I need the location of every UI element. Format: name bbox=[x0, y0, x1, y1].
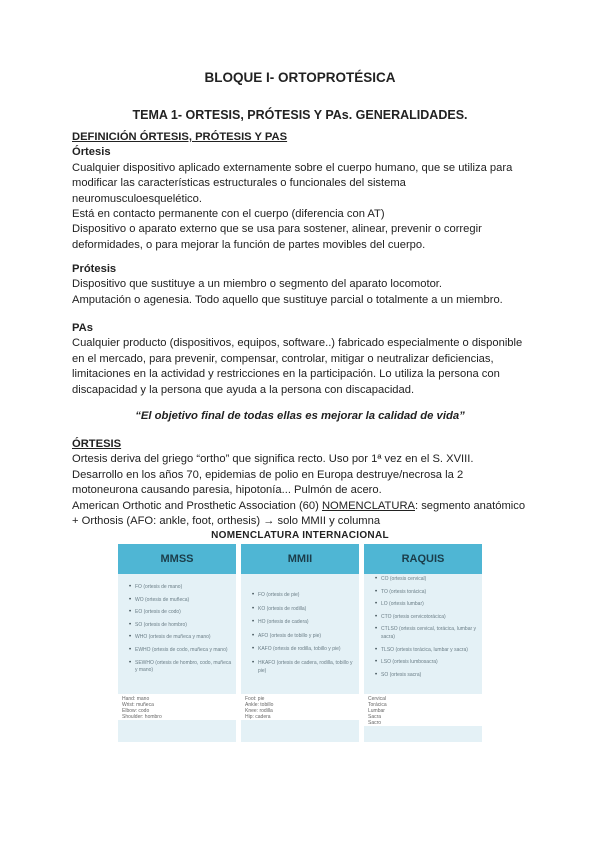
legend-line: Lumbar bbox=[368, 708, 385, 714]
mmss-legend bbox=[118, 694, 236, 720]
objective-quote: “El objetivo final de todas ellas es mejorar la calidad de vida” bbox=[135, 410, 465, 422]
protesis-section bbox=[72, 262, 532, 308]
list-item: • TO (ortesis torácica) bbox=[376, 589, 478, 597]
ortesis-text-line: Ortesis deriva del griego “ortho” que significa recto. Uso por 1ª vez en el S. XVIII. bbox=[72, 453, 474, 466]
mmii-legend bbox=[241, 694, 359, 720]
legend-line: Knee: rodilla bbox=[245, 708, 273, 714]
ortesis-line: Está en contacto permanente con el cuerpo (diferencia con AT) bbox=[72, 208, 385, 221]
list-item: • CTO (ortesis cervicotorácica) bbox=[376, 614, 478, 622]
mmss-header: MMSS bbox=[118, 544, 236, 574]
ortesis-line: Dispositivo o aparato externo que se usa para sostener, alinear, prevenir o corregir bbox=[72, 223, 482, 236]
legend-line: Wrist: muñeca bbox=[122, 702, 154, 708]
list-item: • EWHO (ortesis de codo, muñeca y mano) bbox=[130, 647, 232, 655]
topic-title: TEMA 1- ORTESIS, PRÓTESIS Y PAs. GENERALIDADES. bbox=[132, 108, 468, 122]
ortesis-section bbox=[72, 437, 532, 529]
protesis-subtitle: Prótesis bbox=[72, 263, 117, 275]
nomenclatura-term: NOMENCLATURA bbox=[321, 499, 415, 512]
block-title: BLOQUE I- ORTOPROTÉSICA bbox=[204, 70, 396, 85]
list-item: • WHO (ortesis de muñeca y mano) bbox=[130, 634, 232, 642]
legend-line: Torácica bbox=[368, 702, 387, 708]
list-item: • KAFO (ortesis de rodilla, tobillo y pie) bbox=[253, 646, 355, 654]
list-item: • WO (ortesis de muñeca) bbox=[130, 597, 232, 605]
legend-line: Ankle: tobillo bbox=[245, 702, 274, 708]
mmss-list bbox=[118, 584, 236, 675]
pas-line: Cualquier producto (dispositivos, equipos, software..) fabricado especialmente o disponible bbox=[72, 337, 523, 350]
list-item: • AFO (ortesis de tobillo y pie) bbox=[253, 633, 355, 641]
raquis-legend bbox=[364, 694, 482, 726]
legend-line: Sacra bbox=[368, 714, 382, 720]
list-item: • SO (ortesis de hombro) bbox=[130, 622, 232, 630]
ortesis-text-line bbox=[72, 499, 532, 514]
mmss-column bbox=[118, 544, 236, 742]
ortesis-line: modificar las características estructurales o funcionales del sistema bbox=[72, 177, 406, 190]
list-item: • EO (ortesis de codo) bbox=[130, 609, 232, 617]
legend-line: Cervical bbox=[368, 696, 387, 702]
list-item: • FO (ortesis de pie) bbox=[253, 592, 355, 600]
pas-line: en el mercado, para prevenir, compensar, controlar, mitigar o neutralizar deficiencias, bbox=[72, 352, 494, 365]
ortesis-text-line: Desarrollo en los años 70, epidemias de polio en Europa destruye/necrosa la 2 bbox=[72, 468, 464, 481]
legend-line: Elbow: codo bbox=[122, 708, 150, 714]
pas-line: limitaciones en la actividad y restricciones en la participación. Lo utiliza la persona con bbox=[72, 368, 500, 381]
nomenclature-title: NOMENCLATURA INTERNACIONAL bbox=[211, 530, 389, 541]
list-item: • KO (ortesis de rodilla) bbox=[253, 606, 355, 614]
association-text: American Orthotic and Prosthetic Association (60) bbox=[72, 499, 322, 512]
definitions-section bbox=[72, 130, 532, 253]
protesis-line: Amputación o agenesia. Todo aquello que sustituye parcial o totalmente a un miembro. bbox=[72, 293, 503, 306]
segment-text: : segmento anatómico bbox=[415, 499, 526, 512]
raquis-header: RAQUIS bbox=[364, 544, 482, 574]
raquis-list bbox=[364, 576, 482, 679]
ortesis-line: Cualquier dispositivo aplicado externamente sobre el cuerpo humano, que se utiliza para bbox=[72, 161, 513, 174]
pas-subtitle: PAs bbox=[72, 322, 93, 334]
legend-line: Hip: cadera bbox=[245, 714, 271, 720]
legend-line: Foot: pie bbox=[245, 696, 265, 702]
pas-section bbox=[72, 321, 532, 398]
list-item: • CTLSO (ortesis cervical, torácica, lumbar y sacra) bbox=[376, 626, 478, 641]
list-item: • CO (ortesis cervical) bbox=[376, 576, 478, 584]
list-item: • FO (ortesis de mano) bbox=[130, 584, 232, 592]
ortesis-subtitle: Órtesis bbox=[72, 146, 111, 159]
ortesis-text-line: motoneurona causando paresia, hipotonía... Pulmón de acero. bbox=[72, 484, 382, 497]
mmii-header: MMII bbox=[241, 544, 359, 574]
list-item: • HKAFO (ortesis de cadera, rodilla, tobillo y pie) bbox=[253, 660, 355, 675]
ortesis-text-line: + Orthosis (AFO: ankle, foot, orthesis) → solo MMII y columna bbox=[72, 515, 381, 528]
ortesis-line: neuromusculoesquelético. bbox=[72, 192, 202, 205]
list-item: • SEWHO (ortesis de hombro, codo, muñeca y mano) bbox=[130, 660, 232, 675]
list-item: • HO (ortesis de cadera) bbox=[253, 619, 355, 627]
list-item: • SO (ortesis sacra) bbox=[376, 672, 478, 680]
mmii-column bbox=[241, 544, 359, 742]
legend-line: Sacro bbox=[368, 720, 382, 726]
protesis-line: Dispositivo que sustituye a un miembro o segmento del aparato locomotor. bbox=[72, 278, 443, 291]
list-item: • LSO (ortesis lumbosacra) bbox=[376, 659, 478, 667]
ortesis-heading: ÓRTESIS bbox=[72, 438, 122, 450]
definitions-heading: DEFINICIÓN ÓRTESIS, PRÓTESIS Y PAS bbox=[72, 131, 288, 143]
list-item: • TLSO (ortesis torácica, lumbar y sacra) bbox=[376, 647, 478, 655]
pas-line: discapacidad y la persona que ayuda a la persona con discapacidad. bbox=[72, 383, 415, 396]
legend-line: Hand: mano bbox=[122, 696, 150, 702]
list-item: • LO (ortesis lumbar) bbox=[376, 601, 478, 609]
raquis-column bbox=[364, 544, 482, 742]
legend-line: Shoulder: hombro bbox=[122, 714, 162, 720]
ortesis-line: deformidades, o para mejorar la función de partes movibles del cuerpo. bbox=[72, 238, 426, 251]
mmii-list bbox=[241, 592, 359, 675]
